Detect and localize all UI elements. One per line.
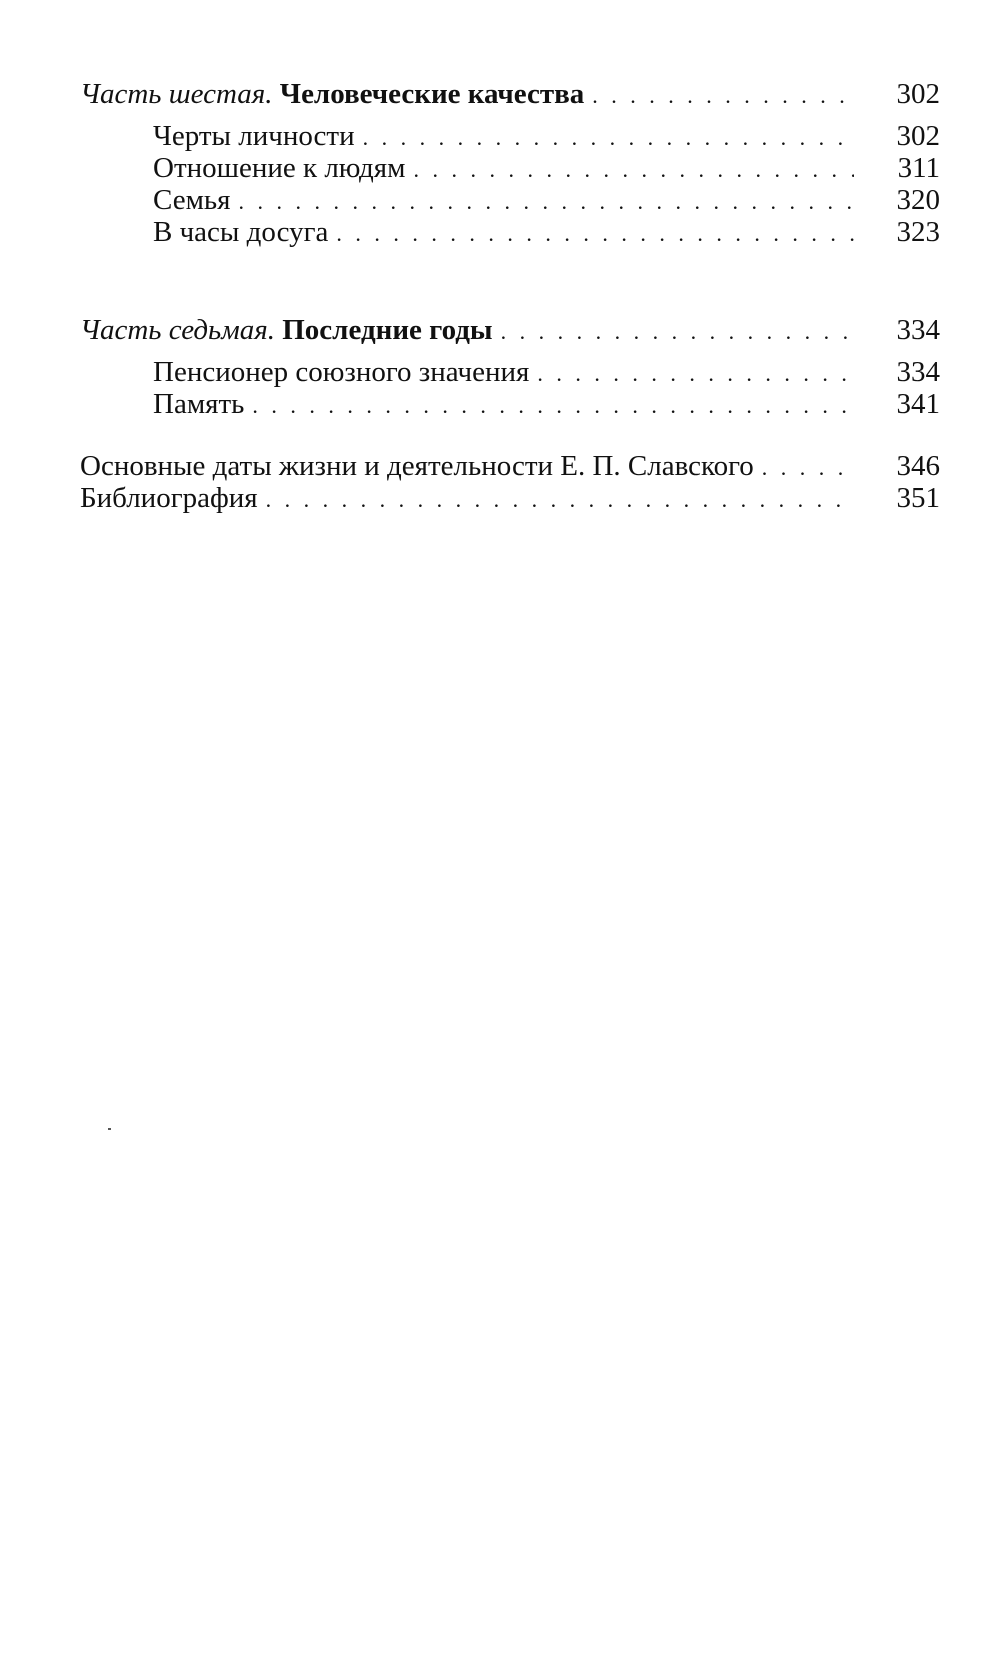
entry-title: Библиография (80, 482, 258, 514)
toc-entry (80, 450, 940, 482)
page-number: 311 (897, 152, 940, 184)
entry-title: Пенсионер союзного значения (153, 356, 530, 388)
dot-leader (592, 80, 854, 112)
toc-part-heading (80, 314, 940, 346)
dot-leader (266, 484, 854, 516)
page-number: 323 (896, 216, 940, 248)
print-speck (108, 1128, 111, 1130)
dot-leader (413, 154, 854, 186)
entry-title: Семья (153, 184, 231, 216)
toc-entry (80, 152, 940, 184)
part-label: Часть шестая. (80, 78, 273, 110)
dot-leader (252, 390, 854, 422)
page-number: 334 (896, 314, 940, 346)
part-label: Часть седьмая. (80, 314, 275, 346)
dot-leader (501, 316, 854, 348)
toc-entry (80, 216, 940, 248)
dot-leader (762, 452, 854, 484)
page-number: 302 (896, 120, 940, 152)
page-number: 302 (896, 78, 940, 110)
page-number: 341 (896, 388, 940, 420)
page-number: 346 (896, 450, 940, 482)
table-of-contents (80, 78, 940, 514)
entry-title: Отношение к людям (153, 152, 406, 184)
toc-entry (80, 482, 940, 514)
page-number: 320 (896, 184, 940, 216)
page-number: 351 (896, 482, 940, 514)
entry-title: Память (153, 388, 245, 420)
toc-entry (80, 184, 940, 216)
toc-entry (80, 356, 940, 388)
part-title: Последние годы (282, 314, 493, 346)
part-title: Человеческие качества (279, 78, 585, 110)
dot-leader (336, 218, 854, 250)
dot-leader (238, 186, 854, 218)
entry-title: Черты личности (153, 120, 355, 152)
toc-part-heading (80, 78, 940, 110)
dot-leader (363, 122, 854, 154)
page-number: 334 (896, 356, 940, 388)
toc-entry (80, 120, 940, 152)
entry-title: Основные даты жизни и деятельности Е. П. Славского (80, 450, 754, 482)
dot-leader (537, 358, 854, 390)
toc-entry (80, 388, 940, 420)
entry-title: В часы досуга (153, 216, 329, 248)
